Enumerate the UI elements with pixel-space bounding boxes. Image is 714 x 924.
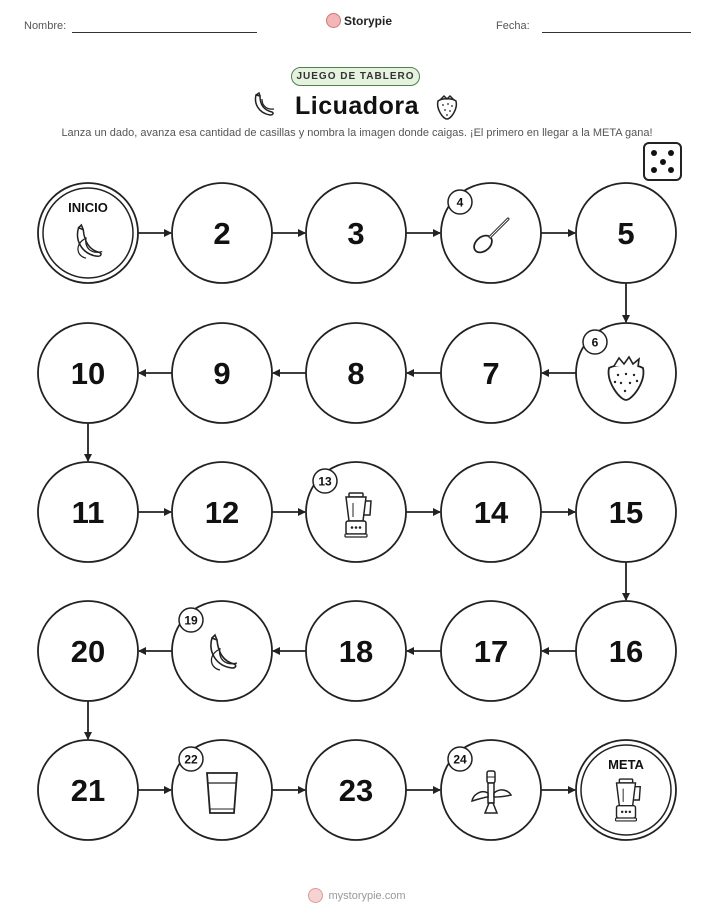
finish-label: META	[608, 757, 644, 772]
space-number: 9	[213, 356, 231, 391]
board-space-14[interactable]	[441, 462, 541, 562]
space-number: 18	[338, 634, 374, 669]
space-number: 20	[70, 634, 106, 669]
storypie-icon	[308, 888, 323, 903]
space-number: 3	[347, 216, 365, 251]
board-space-5[interactable]	[576, 183, 676, 283]
board-space-19[interactable]	[172, 601, 272, 701]
board-space-25[interactable]	[576, 740, 676, 840]
game-type-badge: JUEGO DE TABLERO	[291, 67, 420, 86]
space-number-badge: 6	[591, 335, 599, 350]
board-space-12[interactable]	[172, 462, 272, 562]
footer	[0, 888, 714, 903]
space-number-badge: 19	[184, 613, 198, 628]
board-space-8[interactable]	[306, 323, 406, 423]
space-number: 8	[347, 356, 365, 391]
board-space-10[interactable]	[38, 323, 138, 423]
space-number: 5	[617, 216, 635, 251]
space-number: 21	[70, 773, 106, 808]
start-label: INICIO	[68, 200, 108, 215]
glass-icon	[207, 773, 237, 813]
space-number-badge: 4	[456, 195, 464, 210]
board-space-20[interactable]	[38, 601, 138, 701]
board-space-24[interactable]	[441, 740, 541, 840]
board-space-16[interactable]	[576, 601, 676, 701]
board-space-11[interactable]	[38, 462, 138, 562]
space-number-badge: 13	[318, 474, 332, 489]
space-number: 23	[338, 773, 374, 808]
space-number: 11	[71, 495, 105, 530]
footer-url[interactable]: mystorypie.com	[328, 889, 406, 902]
board-space-17[interactable]	[441, 601, 541, 701]
board-space-13[interactable]	[306, 462, 406, 562]
space-number-badge: 22	[184, 752, 198, 767]
space-number: 14	[473, 495, 509, 530]
instructions-text: Lanza un dado, avanza esa cantidad de casillas y nombra la imagen donde caigas. ¡El primero en llegar a la META gana!	[61, 127, 653, 139]
board-space-9[interactable]	[172, 323, 272, 423]
name-label: Nombre:	[24, 20, 67, 32]
board-space-21[interactable]	[38, 740, 138, 840]
brand-name: Storypie	[344, 13, 393, 28]
space-number: 15	[608, 495, 644, 530]
space-number: 12	[204, 495, 240, 530]
board-space-2[interactable]	[172, 183, 272, 283]
date-label: Fecha:	[496, 20, 530, 32]
space-number: 17	[473, 634, 509, 669]
space-number-badge: 24	[453, 752, 467, 767]
board-space-3[interactable]	[306, 183, 406, 283]
board-space-18[interactable]	[306, 601, 406, 701]
space-number: 2	[213, 216, 231, 251]
board-space-22[interactable]	[172, 740, 272, 840]
board-space-15[interactable]	[576, 462, 676, 562]
space-number: 10	[70, 356, 106, 391]
board-space-6[interactable]	[576, 323, 676, 423]
page-title: Licuadora	[295, 92, 419, 120]
board-space-1[interactable]	[38, 183, 138, 283]
board-space-23[interactable]	[306, 740, 406, 840]
space-number: 16	[608, 634, 644, 669]
space-number: 7	[482, 356, 500, 391]
board-space-7[interactable]	[441, 323, 541, 423]
board-space-4[interactable]	[441, 183, 541, 283]
